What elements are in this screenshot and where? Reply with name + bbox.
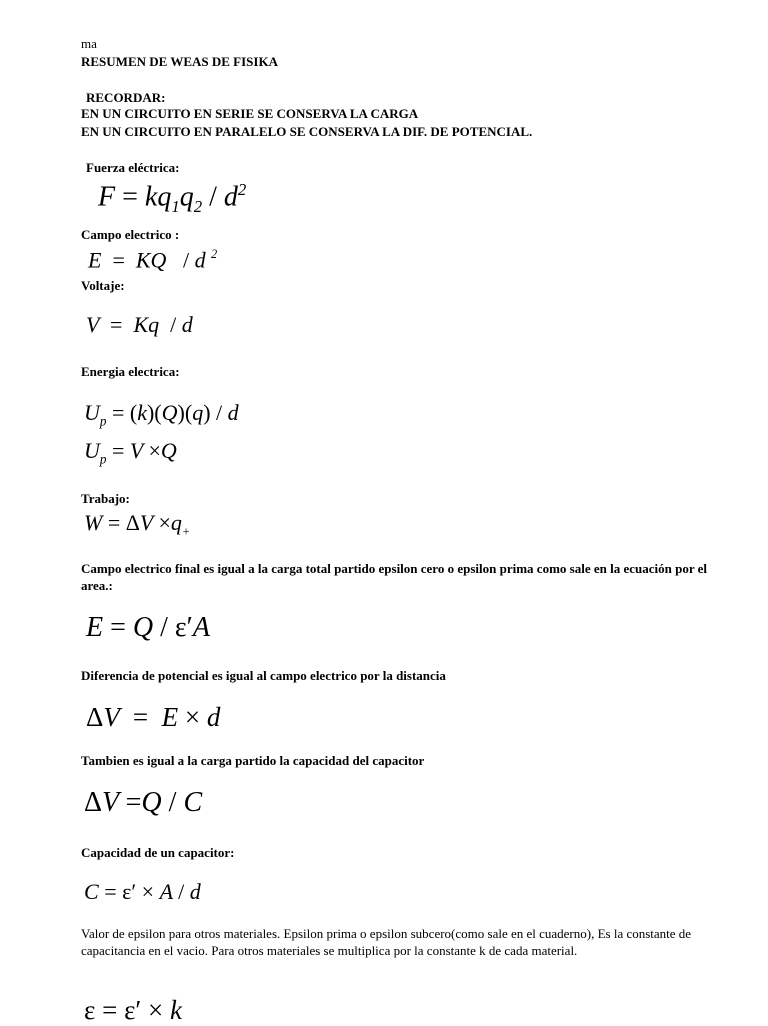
document-title: RESUMEN DE WEAS DE FISIKA	[81, 54, 278, 69]
recordar-label: RECORDAR:	[86, 90, 166, 105]
fuerza-label: Fuerza eléctrica:	[86, 160, 180, 175]
dif-potencial-formula: ΔV = E × d	[86, 702, 221, 732]
campo-formula: E = KQ / d $^2$	[88, 247, 218, 273]
trabajo-label: Trabajo:	[81, 491, 130, 506]
recordar-line-2: EN UN CIRCUITO EN PARALELO SE CONSERVA LA DIF. DE POTENCIAL.	[81, 124, 533, 139]
epsilon-formula: ε = ε′ × k	[84, 995, 183, 1025]
energia-formula-1: $U_p = (k)(Q)(q) / d$	[84, 400, 239, 429]
energia-label: Energia electrica:	[81, 364, 180, 379]
recordar-line-1: EN UN CIRCUITO EN SERIE SE CONSERVA LA CARGA	[81, 106, 419, 121]
tambien-formula: ΔV =Q / C	[84, 787, 203, 818]
fuerza-formula: $F = kq_1q_2 / d^2$	[98, 180, 247, 216]
voltaje-label: Voltaje:	[81, 278, 125, 293]
header-small: ma	[81, 36, 97, 51]
tambien-label: Tambien es igual a la carga partido la capacidad del capacitor	[81, 753, 425, 768]
energia-formula-2: $U_p = V \times Q$	[84, 438, 177, 467]
capacidad-label: Capacidad de un capacitor:	[81, 845, 235, 860]
campo-final-formula: E = Q / ε′A	[86, 612, 210, 643]
dif-potencial-label: Diferencia de potencial es igual al campo electrico por la distancia	[81, 668, 446, 683]
capacidad-formula: C = ε′ × A / d	[84, 879, 201, 904]
campo-final-label: Campo electrico final es igual a la carga total partido epsilon cero o epsilon prima como sale en la ecuación por el area.:	[81, 561, 707, 593]
campo-label: Campo electrico :	[81, 227, 180, 242]
trabajo-formula: $W = \Delta V \times q_+$	[84, 510, 191, 539]
voltaje-formula: V = Kq / d	[86, 312, 193, 337]
epsilon-text: Valor de epsilon para otros materiales. Epsilon prima o epsilon subcero(como sale en el cuaderno), Es la constante de capacitancia en el vacio. Para otros materiales se multiplica por la constante k de cada material.	[81, 926, 692, 958]
